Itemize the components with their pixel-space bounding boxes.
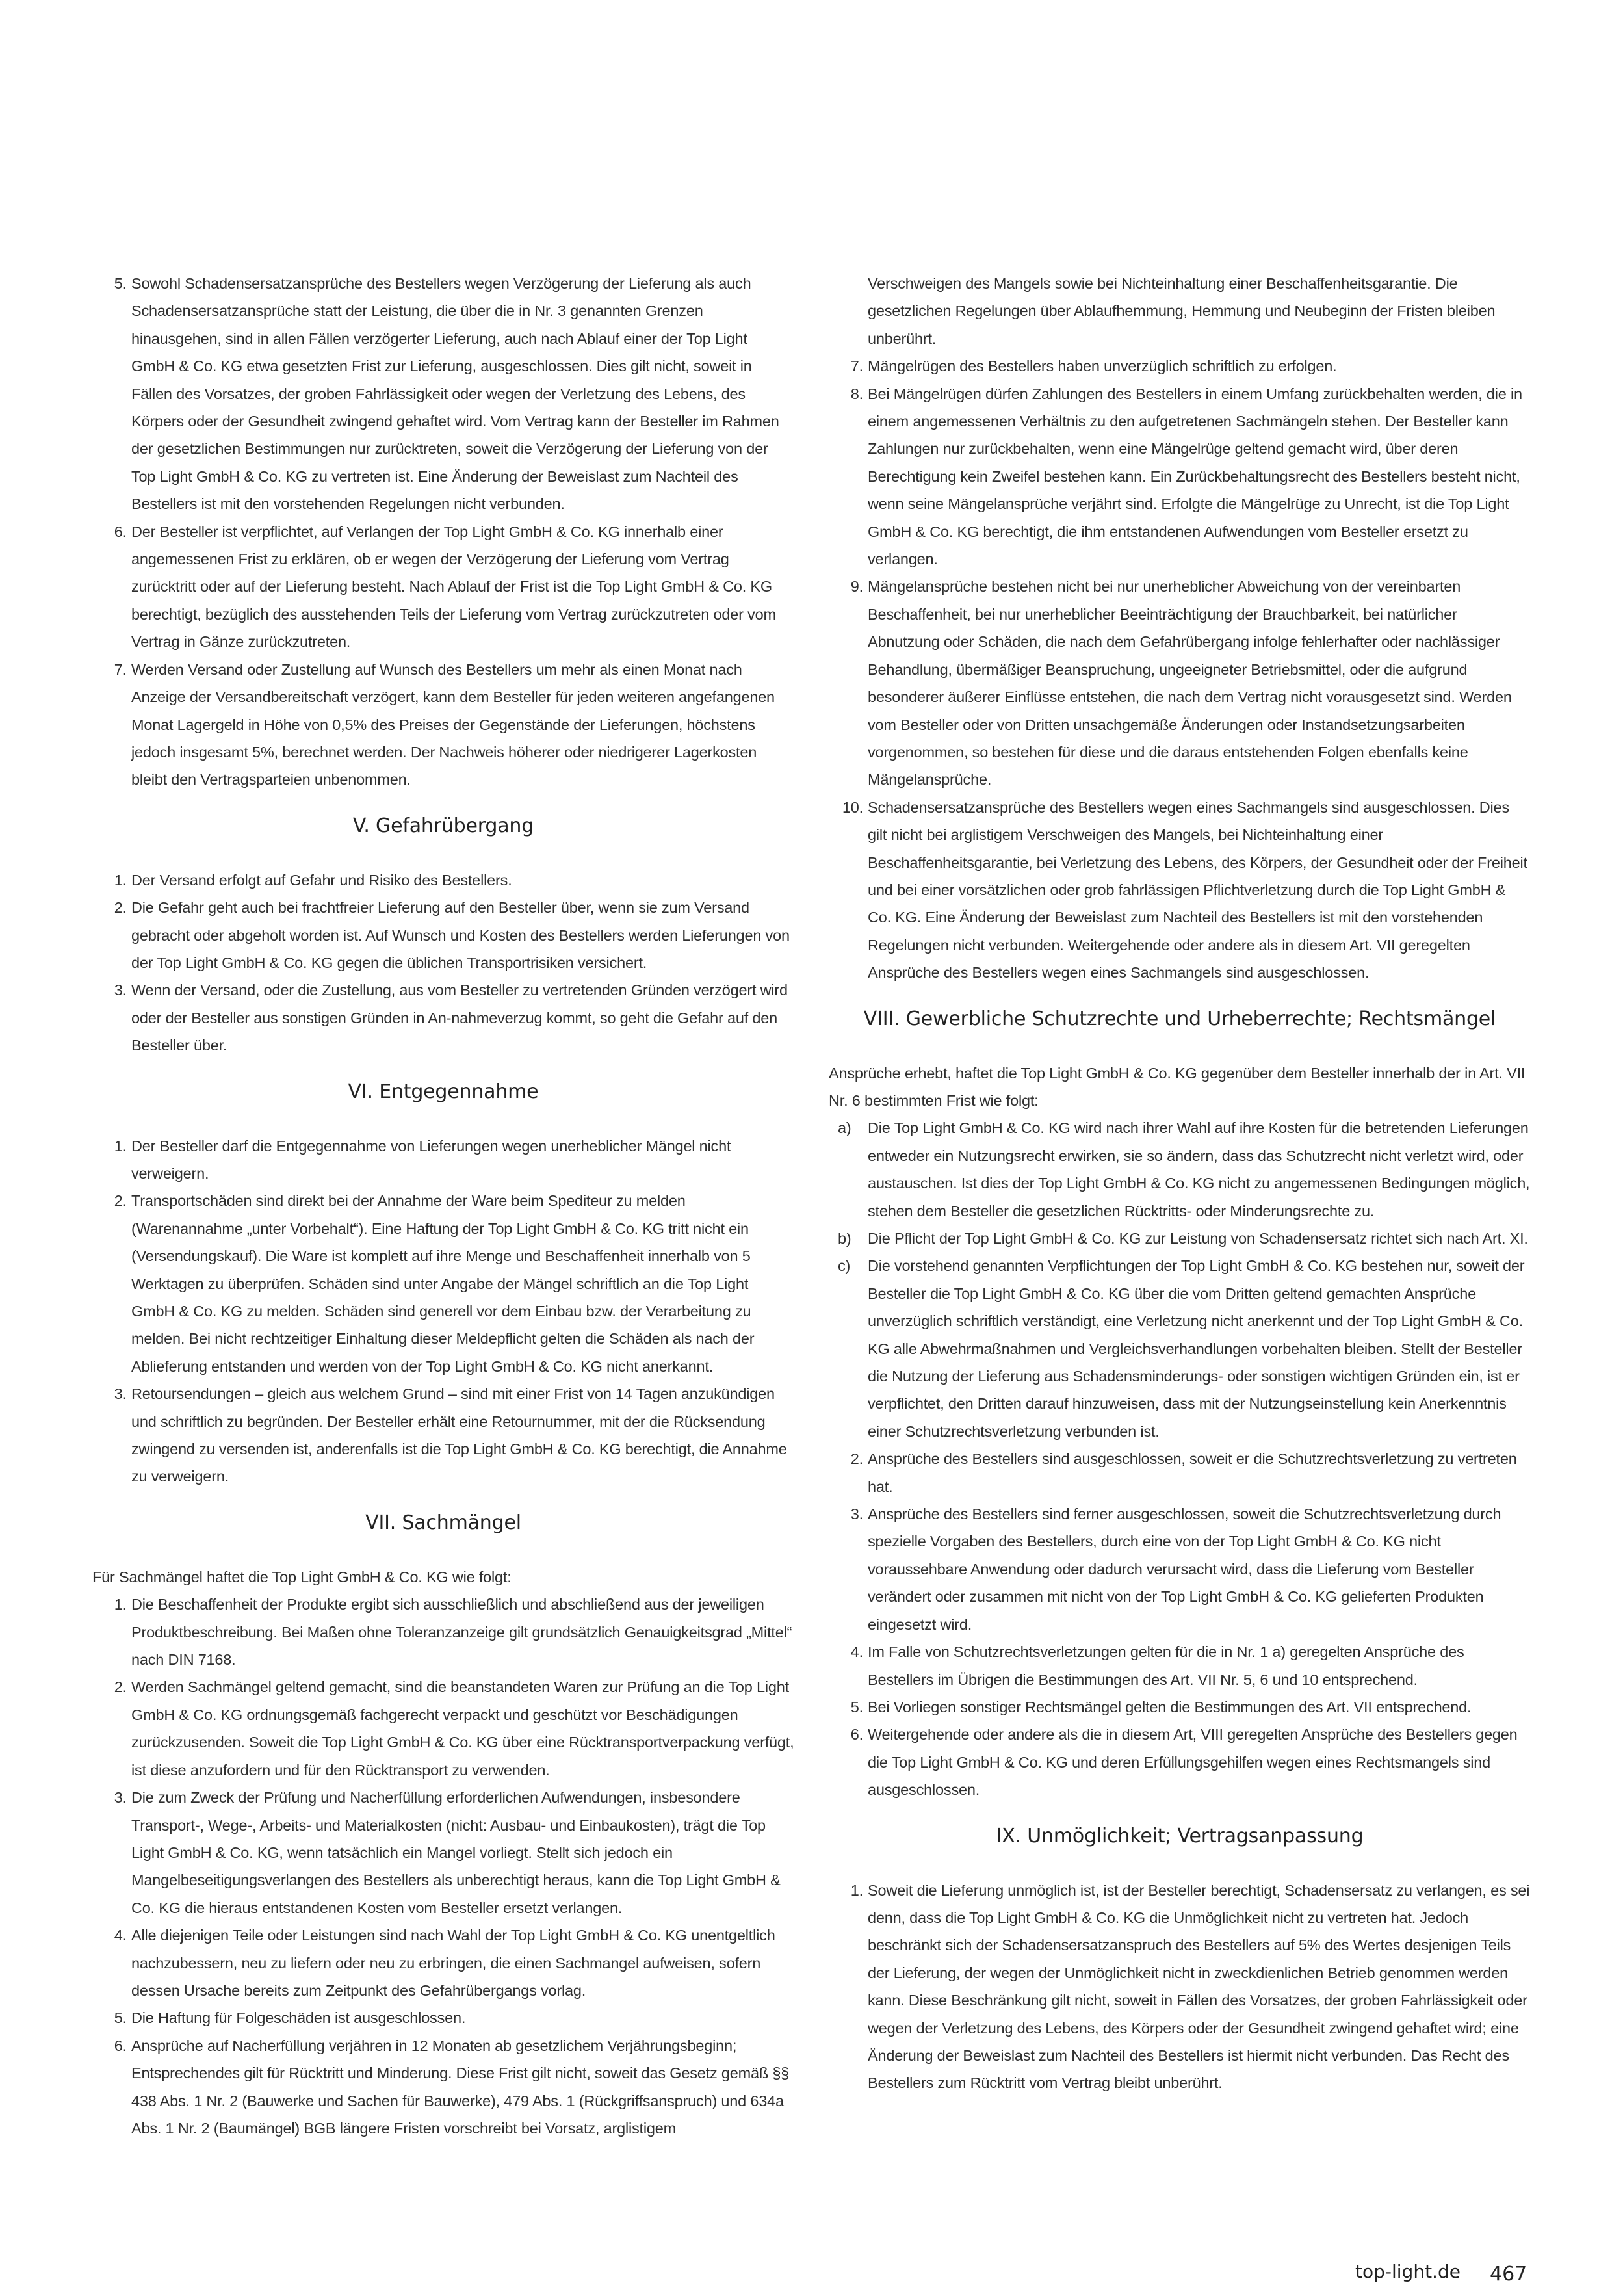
list-item-number: 8. xyxy=(850,385,863,402)
section-ix-list xyxy=(829,1877,1531,2097)
section-ix-heading: IX. Unmöglichkeit; Vertragsanpassung xyxy=(996,1824,1364,1847)
list-item xyxy=(92,1187,794,1380)
list-item-number: 3. xyxy=(114,1385,127,1403)
list-item xyxy=(92,1380,794,1491)
section-vii-continued-list xyxy=(829,270,1531,987)
list-item-number: c) xyxy=(838,1257,851,1275)
list-item-number: 6. xyxy=(850,1726,863,1743)
left-column xyxy=(92,270,794,2142)
section-viii-intro: Ansprüche erhebt, haftet die Top Light GmbH & Co. KG gegenüber dem Besteller innerhalb der in Art. VII Nr. 6 bestimmten Frist wie folgt: xyxy=(829,1064,1526,1109)
list-item-text: Mängelrügen des Bestellers haben unverzüglich schriftlich zu erfolgen. xyxy=(868,358,1337,375)
list-item-text: Schadensersatzansprüche des Bestellers wegen eines Sachmangels sind ausgeschlossen. Dies gilt nicht bei arglistigem Verschweigen des Mangels, bei Nichteinhaltung einer Beschaffenheitsgarantie, bei Verletzung des Lebens, des Körpers, der Gesundheit oder der Freiheit und bei einer vorsätzlichen oder grob fahrlässigen Pflichtverletzung durch die Top Light GmbH & Co. KG. Eine Änderung der Beweislast zum Nachteil des Bestellers ist mit den vorstehenden Regelungen nicht verbunden. Weitergehende oder andere als in diesem Art. VII geregelten Ansprüche des Bestellers wegen eines Sachmangels sind ausgeschlossen. xyxy=(868,798,1527,982)
list-item-text: Die Gefahr geht auch bei frachtfreier Lieferung auf den Besteller über, wenn sie zum Versand gebracht oder abgeholt worden ist. Auf Wunsch und Kosten des Bestellers werden Lieferungen von der Top Light GmbH & Co. KG gegen die üblichen Transportrisiken versichert. xyxy=(131,899,790,971)
list-item xyxy=(829,1225,1531,1252)
list-item xyxy=(92,1922,794,2004)
list-item-text: Die Pflicht der Top Light GmbH & Co. KG zur Leistung von Schadensersatz richtet sich nach Art. XI. xyxy=(868,1230,1528,1247)
list-item-number: 7. xyxy=(114,660,127,678)
list-item-number: 5. xyxy=(850,1698,863,1715)
list-item-text: Die Beschaffenheit der Produkte ergibt sich ausschließlich und abschließend aus der jeweiligen Produktbeschreibung. Bei Maßen ohne Toleranzanzeige gilt grundsätzlich Genauigkeitsgrad „Mittel“ nach DIN 7168. xyxy=(131,1596,792,1669)
list-item-text: Retoursendungen – gleich aus welchem Grund – sind mit einer Frist von 14 Tagen anzukündigen und schriftlich zu begründen. Der Besteller erhält eine Retournummer, mit der die Rücksendung zwingend zu versenden ist, anderenfalls ist die Top Light GmbH & Co. KG berechtigt, die Annahme zu verweigern. xyxy=(131,1385,787,1485)
list-item xyxy=(92,894,794,976)
footer-website[interactable]: top-light.de xyxy=(1355,2261,1461,2282)
list-item-text: Bei Vorliegen sonstiger Rechtsmängel gelten die Bestimmungen des Art. VII entsprechend. xyxy=(868,1698,1472,1715)
section-iv-continued-list xyxy=(92,270,794,794)
list-item-text: Ansprüche auf Nacherfüllung verjähren in 12 Monaten ab gesetzlichem Verjährungsbeginn; Entsprechendes gilt für Rücktritt und Minderung. Diese Frist gilt nicht, soweit das Gesetz gemäß §§ 438 Abs. 1 Nr. 2 (Bauwerke und Sachen für Bauwerke), 479 Abs. 1 (Rückgriffsanspruch) und 634a Abs. 1 Nr. 2 (Baumängel) BGB längere Fristen vorschreibt bei Vorsatz, arglistigem xyxy=(131,2037,790,2137)
list-item-text: Die vorstehend genannten Verpflichtungen der Top Light GmbH & Co. KG bestehen nur, soweit der Besteller die Top Light GmbH & Co. KG über die vom Dritten geltend gemachten Ansprüche unverzüglich schriftlich verständigt, eine Verletzung nicht anerkennt und der Top Light GmbH & Co. KG alle Abwehrmaßnahmen und Vergleichsverhandlungen vorbehalten bleiben. Stellt der Besteller die Nutzung der Lieferung aus Schadensminderungs- oder sonstigen wichtigen Gründen ein, ist er verpflichtet, den Dritten darauf hinzuweisen, dass mit der Nutzungseinstellung kein Anerkenntnis einer Schutzrechtsverletzung verbunden ist. xyxy=(868,1257,1525,1440)
list-item xyxy=(92,867,794,894)
list-item-number: 2. xyxy=(114,1678,127,1696)
list-item xyxy=(92,2004,794,2031)
list-item xyxy=(829,794,1531,987)
list-item xyxy=(92,1591,794,1673)
list-item xyxy=(92,656,794,794)
list-item-text: Transportschäden sind direkt bei der Annahme der Ware beim Spediteur zu melden (Warenannahme „unter Vorbehalt“). Eine Haftung der Top Light GmbH & Co. KG tritt nicht ein (Versendungskauf). Die Ware ist komplett auf ihre Menge und Beschaffenheit innerhalb von 5 Werktagen zu überprüfen. Schäden sind unter Angabe der Mängel schriftlich an die Top Light GmbH & Co. KG zu melden. Schäden sind generell vor dem Einbau bzw. der Verarbeitung zu melden. Bei nicht rechtzeitiger Einhaltung dieser Meldepflicht gelten die Schäden als nach der Ablieferung entstanden und werden von der Top Light GmbH & Co. KG nicht anerkannt. xyxy=(131,1192,755,1375)
list-item-number: 1. xyxy=(850,1881,863,1899)
list-item xyxy=(829,380,1531,573)
list-item-number: 5. xyxy=(114,2009,127,2027)
list-item xyxy=(92,1132,794,1188)
list-item-text: Der Besteller darf die Entgegennahme von Lieferungen wegen unerheblicher Mängel nicht verweigern. xyxy=(131,1137,731,1182)
list-item-number: 6. xyxy=(114,523,127,540)
list-item xyxy=(829,352,1531,380)
section-v-list xyxy=(92,867,794,1060)
list-item xyxy=(92,976,794,1059)
list-item-number: 3. xyxy=(114,1789,127,1807)
list-item xyxy=(829,1693,1531,1721)
section-vi-heading: VI. Entgegennahme xyxy=(348,1080,539,1103)
list-item xyxy=(829,270,1531,352)
list-item-number: 1. xyxy=(114,1596,127,1613)
list-item xyxy=(829,1500,1531,1638)
list-item-number: 2. xyxy=(850,1450,863,1468)
list-item xyxy=(92,270,794,518)
list-item-text: Werden Sachmängel geltend gemacht, sind die beanstandeten Waren zur Prüfung an die Top Light GmbH & Co. KG ordnungsgemäß fachgerecht verpackt und geschützt vor Beschädigungen zurückzusenden. Soweit die Top Light GmbH & Co. KG über eine Rücktransportverpackung verfügt, ist diese anzufordern und für den Rücktransport zu verwenden. xyxy=(131,1678,794,1779)
section-vii-heading: VII. Sachmängel xyxy=(365,1511,521,1534)
list-item-text: Soweit die Lieferung unmöglich ist, ist der Besteller berechtigt, Schadensersatz zu verlangen, es sei denn, dass die Top Light GmbH & Co. KG die Unmöglichkeit nicht zu vertreten hat. Jedoch beschränkt sich der Schadensersatzanspruch des Bestellers auf 5% des Wertes desjenigen Teils der Lieferung, der wegen der Unmöglichkeit nicht in zweckdienlichen Betrieb genommen werden kann. Diese Beschränkung gilt nicht, soweit in Fällen des Vorsatzes, der groben Fahrlässigkeit oder wegen der Verletzung des Lebens, des Körpers oder der Gesundheit zwingend gehaftet wird; eine Änderung der Beweislast zum Nachteil des Bestellers ist hiermit nicht verbunden. Das Recht des Bestellers zum Rücktritt vom Vertrag bleibt unberührt. xyxy=(868,1881,1530,2092)
list-item-number: b) xyxy=(838,1230,851,1247)
list-item-text: Mängelansprüche bestehen nicht bei nur unerheblicher Abweichung von der vereinbarten Beschaffenheit, bei nur unerheblicher Beeinträchtigung der Brauchbarkeit, bei natürlicher Abnutzung oder Schäden, die nach dem Gefahrübergang infolge fehlerhafter oder nachlässiger Behandlung, übermäßiger Beanspruchung, ungeeigneter Betriebsmittel, oder die aufgrund besonderer äußerer Einflüsse entstehen, die nach dem Vertrag nicht vorausgesetzt sind. Werden vom Besteller oder von Dritten unsachgemäße Änderungen oder Instandsetzungsarbeiten vorgenommen, so bestehen für diese und die daraus entstehenden Folgen ebenfalls keine Mängelansprüche. xyxy=(868,578,1512,789)
list-item-text: Werden Versand oder Zustellung auf Wunsch des Bestellers um mehr als einen Monat nach Anzeige der Versandbereitschaft verzögert, kann dem Besteller für jeden weiteren angefangenen Monat Lagergeld in Höhe von 0,5% des Preises der Gegenstände der Lieferungen, höchstens jedoch insgesamt 5%, berechnet werden. Der Nachweis höherer oder niedrigerer Lagerkosten bleibt den Vertragsparteien unbenommen. xyxy=(131,660,775,789)
list-item-text: Weitergehende oder andere als die in diesem Art, VIII geregelten Ansprüche des Bestellers gegen die Top Light GmbH & Co. KG und deren Erfüllungsgehilfen wegen eines Rechtsmangels sind ausgeschlossen. xyxy=(868,1726,1518,1799)
list-item-number: 1. xyxy=(114,1137,127,1155)
list-item-text: Bei Mängelrügen dürfen Zahlungen des Bestellers in einem Umfang zurückbehalten werden, die in einem angemessenen Verhältnis zu den aufgetretenen Sachmängeln stehen. Der Besteller kann Zahlungen nur zurückbehalten, wenn eine Mängelrüge geltend gemacht wird, über deren Berechtigung kein Zweifel bestehen kann. Ein Zurückbehaltungsrecht des Bestellers besteht nicht, wenn seine Mängelansprüche verjährt sind. Erfolgte die Mängelrüge zu Unrecht, ist die Top Light GmbH & Co. KG berechtigt, die ihm entstandenen Aufwendungen vom Besteller ersetzt zu verlangen. xyxy=(868,385,1522,568)
list-item-number: 2. xyxy=(114,899,127,917)
list-item xyxy=(829,1445,1531,1500)
list-item-number: 4. xyxy=(850,1643,863,1661)
list-item-text: Wenn der Versand, oder die Zustellung, aus vom Besteller zu vertretenden Gründen verzögert wird oder der Besteller aus sonstigen Gründen in An-nahmeverzug kommt, so geht die Gefahr auf den Besteller über. xyxy=(131,982,788,1054)
list-item xyxy=(829,1877,1531,2097)
list-item-text: Der Versand erfolgt auf Gefahr und Risiko des Bestellers. xyxy=(131,871,512,889)
list-item-number: 2. xyxy=(114,1192,127,1210)
list-item xyxy=(829,1638,1531,1693)
section-viii-list xyxy=(829,1445,1531,1803)
list-item-text: Alle diejenigen Teile oder Leistungen sind nach Wahl der Top Light GmbH & Co. KG unentgeltlich nachzubessern, neu zu liefern oder neu zu erbringen, die einen Sachmangel aufweisen, sofern dessen Ursache bereits zum Zeitpunkt des Gefahrübergangs vorlag. xyxy=(131,1927,775,1999)
section-v-heading: V. Gefahrübergang xyxy=(352,814,534,837)
list-item xyxy=(829,573,1531,793)
right-column xyxy=(829,270,1531,2097)
list-item xyxy=(829,1252,1531,1445)
list-item xyxy=(92,1673,794,1784)
list-item xyxy=(829,1721,1531,1803)
list-item-number: 10. xyxy=(842,798,863,816)
section-vii-intro: Für Sachmängel haftet die Top Light GmbH & Co. KG wie folgt: xyxy=(92,1568,512,1585)
list-item xyxy=(92,518,794,656)
list-item-number: 6. xyxy=(114,2037,127,2054)
page-number: 467 xyxy=(1490,2263,1527,2286)
list-item-text: Die zum Zweck der Prüfung und Nacherfüllung erforderlichen Aufwendungen, insbesondere Transport-, Wege-, Arbeits- und Materialkosten (nicht: Ausbau- und Einbaukosten), trägt die Top Light GmbH & Co. KG, wenn tatsächlich ein Mangel vorliegt. Stellt sich jedoch ein Mangelbeseitigungsverlangen des Bestellers als unberechtigt heraus, kann die Top Light GmbH & Co. KG die hieraus entstandenen Kosten vom Besteller ersetzt verlangen. xyxy=(131,1789,781,1916)
list-item xyxy=(829,1114,1531,1225)
list-item-text: Der Besteller ist verpflichtet, auf Verlangen der Top Light GmbH & Co. KG innerhalb einer angemessenen Frist zu erklären, ob er wegen der Verzögerung der Lieferung vom Vertrag zurücktritt oder auf der Lieferung besteht. Nach Ablauf der Frist ist die Top Light GmbH & Co. KG berechtigt, bezüglich des ausstehenden Teils der Lieferung vom Vertrag zurückzutreten oder vom Vertrag in Gänze zurückzutreten. xyxy=(131,523,776,651)
list-item-number: 5. xyxy=(114,275,127,292)
list-item-number: a) xyxy=(838,1119,851,1137)
list-item-text: Die Top Light GmbH & Co. KG wird nach ihrer Wahl auf ihre Kosten für die betretenden Lieferungen entweder ein Nutzungsrecht erwirken, sie so ändern, dass das Schutzrecht nicht verletzt wird, oder austauschen. Ist dies der Top Light GmbH & Co. KG nicht zu angemessenen Bedingungen möglich, stehen dem Besteller die gesetzlichen Rücktritts- oder Minderungsrechte zu. xyxy=(868,1119,1530,1220)
list-item-text: Ansprüche des Bestellers sind ferner ausgeschlossen, soweit die Schutzrechtsverletzung durch spezielle Vorgaben des Bestellers, durch eine von der Top Light GmbH & Co. KG nicht voraussehbare Anwendung oder dadurch verursacht wird, dass die Lieferung vom Besteller verändert oder zusammen mit nicht von der Top Light GmbH & Co. KG gelieferten Produkten eingesetzt wird. xyxy=(868,1506,1501,1633)
list-item-number: 7. xyxy=(850,358,863,375)
list-item-number: 3. xyxy=(114,982,127,999)
section-vi-list xyxy=(92,1132,794,1491)
list-item xyxy=(92,2032,794,2143)
list-item-text: Die Haftung für Folgeschäden ist ausgeschlossen. xyxy=(131,2009,466,2027)
section-vii-list xyxy=(92,1591,794,2142)
list-item-text: Im Falle von Schutzrechtsverletzungen gelten für die in Nr. 1 a) geregelten Ansprüche des Bestellers im Übrigen die Bestimmungen des Art. VII Nr. 5, 6 und 10 entsprechend. xyxy=(868,1643,1464,1688)
section-viii-heading: VIII. Gewerbliche Schutzrechte und Urheberrechte; Rechtsmängel xyxy=(863,1007,1496,1030)
list-item-number: 1. xyxy=(114,871,127,889)
list-item-text: Ansprüche des Bestellers sind ausgeschlossen, soweit er die Schutzrechtsverletzung zu vertreten hat. xyxy=(868,1450,1517,1495)
list-item xyxy=(92,1784,794,1922)
list-item-number: 3. xyxy=(850,1506,863,1523)
list-item-text: Sowohl Schadensersatzansprüche des Bestellers wegen Verzögerung der Lieferung als auch Schadensersatzansprüche statt der Leistung, die über die in Nr. 3 genannten Grenzen hinausgehen, sind in allen Fällen verzögerter Lieferung, auch nach Ablauf einer der Top Light GmbH & Co. KG etwa gesetzten Frist zur Lieferung, ausgeschlossen. Dies gilt nicht, soweit in Fällen des Vorsatzes, der groben Fahrlässigkeit oder wegen der Verletzung des Lebens, des Körpers oder der Gesundheit zwingend gehaftet wird. Vom Vertrag kann der Besteller im Rahmen der gesetzlichen Bestimmungen nur zurücktreten, soweit die Verzögerung der Lieferung von der Top Light GmbH & Co. KG zu vertreten ist. Eine Änderung der Beweislast zum Nachteil des Bestellers ist mit den vorstehenden Regelungen nicht verbunden. xyxy=(131,275,779,513)
section-viii-alpha-list xyxy=(829,1114,1531,1445)
list-item-text: Verschweigen des Mangels sowie bei Nichteinhaltung einer Beschaffenheitsgarantie. Die gesetzlichen Regelungen über Ablaufhemmung, Hemmung und Neubeginn der Fristen bleiben unberührt. xyxy=(868,275,1496,347)
list-item-number: 9. xyxy=(850,578,863,595)
list-item-number: 4. xyxy=(114,1927,127,1944)
